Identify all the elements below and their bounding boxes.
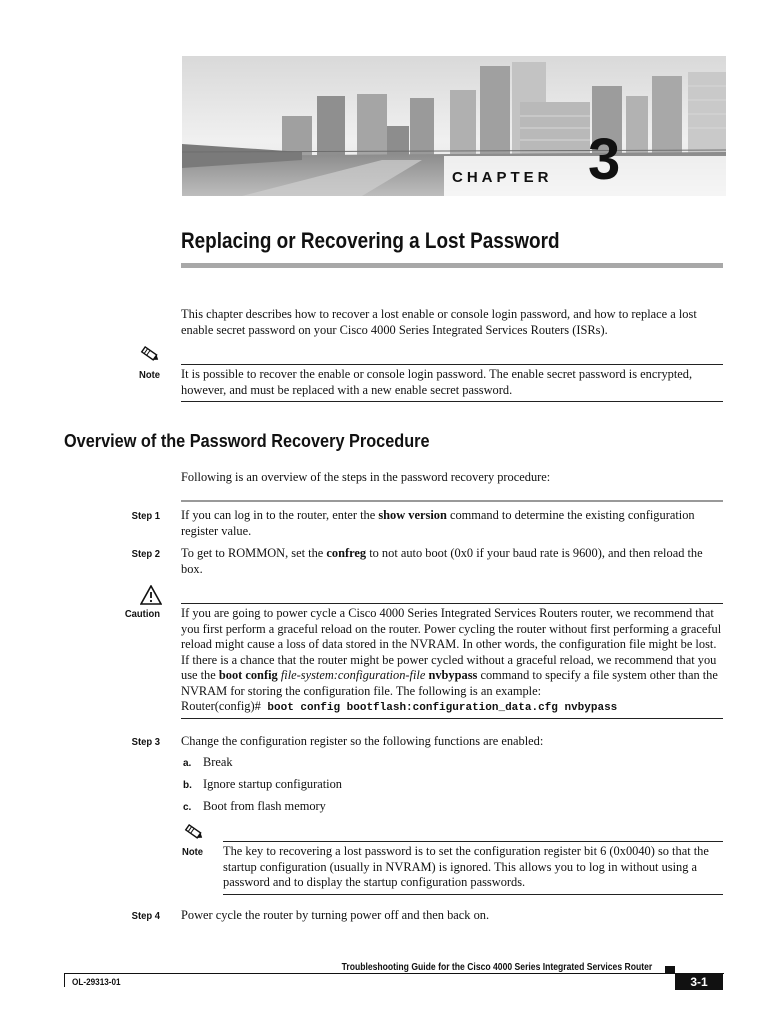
list-item-ignore-startup: Ignore startup configuration [203,777,343,791]
step-2-label: Step 2 [131,548,160,560]
step-3-text: Change the configuration register so the following functions are enabled: [181,734,544,748]
page-number: 3-1 [675,974,723,990]
list-marker-a: a. [183,758,192,769]
steps-divider [181,500,723,502]
footer-tick [64,973,65,987]
step-1-text: If you can log in to the router, enter the show version command to determine the existing configuration register value. [181,508,695,538]
footer-rule [64,973,724,974]
confreg-command: confreg [326,546,367,560]
note-bottom-rule [181,401,723,402]
section-lead: Following is an overview of the steps in the password recovery procedure: [181,470,551,484]
section-heading: Overview of the Password Recovery Procedure [64,430,430,451]
footer-doc-id: OL-29313-01 [72,977,121,988]
footer-guide-title: Troubleshooting Guide for the Cisco 4000 Series Integrated Services Router [341,962,652,973]
list-marker-b: b. [183,780,192,791]
caution-text: If you are going to power cycle a Cisco 4000 Series Integrated Services Routers router, we recommend that you first perform a graceful reload on the router. Power cycling the router without first performing a graceful reload might cause a loss of data stored in the NVRAM. In other words, the configuration file might be lost. If there is a chance that the router might be power cycled without a graceful reload, we recommend that you use the boot config file-system:configuration-file nvbypass command to specify a file system other than the NVRAM for storing the configuration file. The following is an example: Router(config)# boot config bootflash:configuration_data.cfg nvbypass [181,606,722,714]
title-divider [181,263,723,268]
chapter-label: CHAPTER [452,169,553,186]
step-1-label: Step 1 [131,510,160,522]
caution-top-rule [181,603,723,604]
chapter-number: 3 [588,127,621,192]
step-3-label: Step 3 [131,736,160,748]
caution-bottom-rule [181,718,723,719]
list-item-break: Break [203,755,233,769]
step-2-text: To get to ROMMON, set the confreg to not auto boot (0x0 if your baud rate is 9600), and then reload the box. [181,546,703,576]
note-label: Note [138,369,160,381]
page-title: Replacing or Recovering a Lost Password [181,228,560,253]
example-prompt: Router(config)# [181,699,261,713]
note-top-rule [223,841,723,842]
pencil-icon [140,346,160,367]
intro-paragraph: This chapter describes how to recover a lost enable or console login password, and how to replace a lost enable secret password on your Cisco 4000 Series Integrated Services Routers (ISRs). [181,307,697,337]
list-item-boot-flash: Boot from flash memory [203,799,326,813]
note-text: The key to recovering a lost password is to set the configuration register bit 6 (0x0040) so that the startup configuration (usually in NVRAM) is ignored. This allows you to log in without using a password and to display the startup configuration passwords. [223,844,709,889]
list-marker-c: c. [183,802,192,813]
example-command: boot config bootflash:configuration_data.cfg nvbypass [260,702,618,714]
note-label: Note [181,846,203,858]
step-4-label: Step 4 [131,910,160,922]
warning-triangle-icon [140,585,162,610]
caution-label: Caution [124,608,160,620]
note-text: It is possible to recover the enable or console login password. The enable secret password is encrypted, however, and must be replaced with a new enable secret password. [181,367,693,397]
note-bottom-rule [223,894,723,895]
show-version-command: show version [378,508,447,522]
step-4-text: Power cycle the router by turning power off and then back on. [181,908,490,922]
note-top-rule [181,364,723,365]
pencil-icon [184,824,204,845]
